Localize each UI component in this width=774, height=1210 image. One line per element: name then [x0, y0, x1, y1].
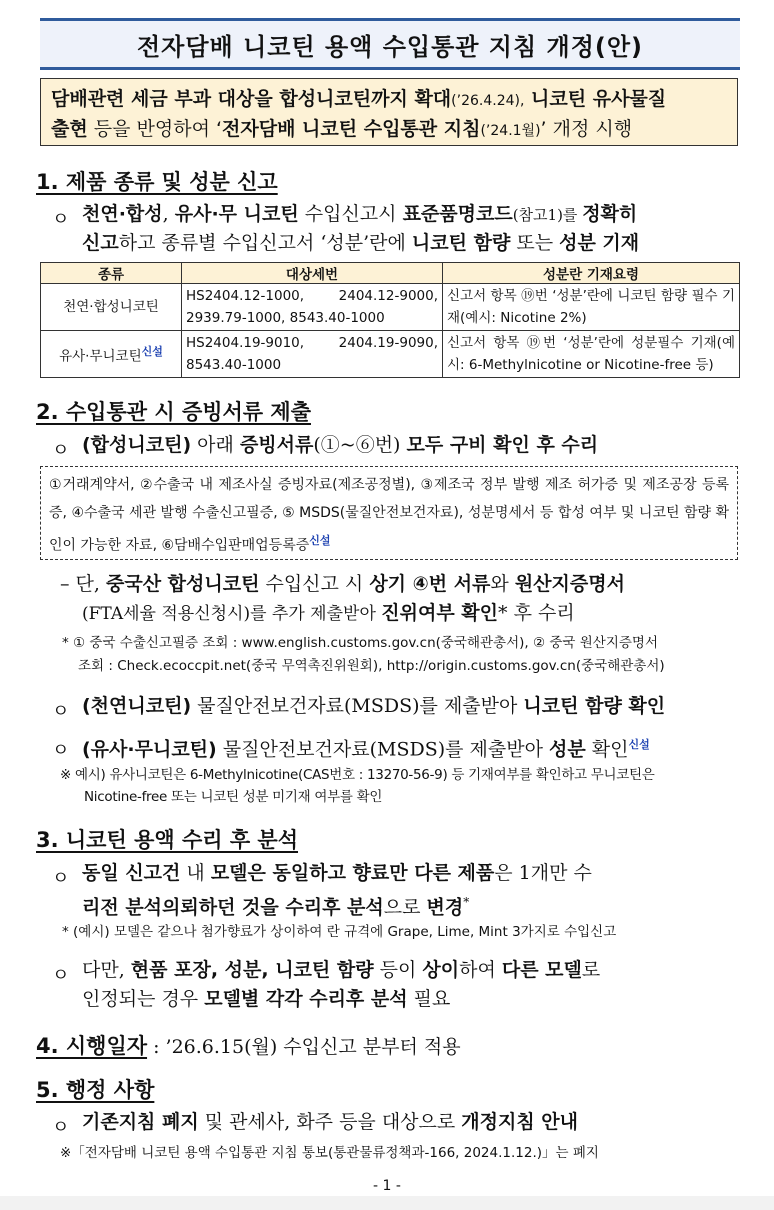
section-5-heading: 5. 행정 사항	[36, 1078, 155, 1102]
bullet-icon: ㅇ	[52, 440, 70, 461]
s5-bullet-1: 기존지침 폐지 및 관세사, 화주 등을 대상으로 개정지침 안내	[82, 1111, 579, 1133]
table-cell-kind: 천연·합성니코틴	[41, 284, 182, 331]
s3-bullet-1-line-1: 동일 신고건 내 모델은 동일하고 향료만 다른 제품은 1개만 수	[82, 862, 592, 884]
section-4	[36, 1030, 461, 1060]
s3-bullet-2-line-1: 다만, 현품 포장, 성분, 니코틴 함량 등이 상이하여 다른 모델로	[82, 959, 601, 981]
product-type-table	[40, 262, 740, 378]
table-cell-kind: 유사·무니코틴$^{신설}$	[41, 331, 182, 378]
s1-paragraph-line-2: 신고하고 종류별 수입신고서 ‘성분’란에 니코틴 함량 또는 성분 기재	[82, 232, 640, 254]
table-header-cell: 대상세번	[182, 263, 443, 284]
s1-paragraph-line-1: 천연·합성, 유사·무 니코틴 수입신고시 표준품명코드(참고1)를 정확히	[82, 203, 638, 225]
effective-date: : ’26.6.15(월) 수입신고 분부터 적용	[147, 1036, 461, 1058]
s2-dash-line-1: – 단, 중국산 합성니코틴 수입신고 시 상기 ④번 서류와 원산지증명서	[60, 573, 625, 595]
table-cell-codes: HS2404.19-9010, 2404.19-9090, 8543.40-1000	[182, 331, 443, 378]
table-row	[41, 284, 740, 331]
new-badge: 신설	[141, 344, 163, 358]
summary-box	[40, 78, 738, 146]
s3-bullet-1-line-2: 리전 분석의뢰하던 것을 수리후 분석으로 변경*	[82, 895, 470, 919]
table-header-cell: 성분란 기재요령	[443, 263, 740, 284]
document-title	[40, 18, 740, 70]
section-4-heading: 4. 시행일자	[36, 1034, 148, 1058]
s3-bullet-2-line-2: 인정되는 경우 모델별 각각 수리후 분석 필요	[82, 988, 451, 1010]
bottom-bar	[0, 1196, 774, 1210]
note-line-1: ※ 예시) 유사니코틴은 6-Methylnicotine(CAS번호 : 13270-56-9) 등 기재여부를 확인하고 무니코틴은	[60, 767, 655, 783]
required-documents-box: ①거래계약서, ②수출국 내 제조사실 증빙자료(제조공정별), ③제조국 정부 발행 제조 허가증 및 제조공장 등록증, ④수출국 세관 발행 수출신고필증, ⑤ MSDS(물질안전보건자료), 성분명세서 등 합성 여부 및 니코틴 함량 확인이 가능한 자료, ⑥담배수입판매업등록증$^{신설}$	[40, 466, 738, 560]
s2-bullet-1: (합성니코틴) 아래 증빙서류(①~⑥번) 모두 구비 확인 후 수리	[82, 434, 599, 456]
footnote-line-1: * ① 중국 수출신고필증 조회 : www.english.customs.gov.cn(중국해관총서), ② 중국 원산지증명서	[62, 635, 659, 651]
page-number: - 1 -	[373, 1178, 401, 1194]
section-2-heading: 2. 수입통관 시 증빙서류 제출	[36, 400, 311, 424]
table-cell-guide: 신고서 항목 ⑲번 ‘성분’란에 니코틴 함량 필수 기재(예시: Nicotine 2%)	[443, 284, 740, 331]
table-cell-guide: 신고서 항목 ⑲번 ‘성분’란에 성분필수 기재(예시: 6-Methylnicotine or Nicotine-free 등)	[443, 331, 740, 378]
bullet-icon: ㅇ	[52, 965, 70, 986]
section-3-heading: 3. 니코틴 용액 수리 후 분석	[36, 828, 299, 852]
bullet-icon: ㅇ	[52, 209, 70, 230]
table-row	[41, 331, 740, 378]
table-header-cell: 종류	[41, 263, 182, 284]
new-badge: 신설	[628, 738, 650, 751]
section-1-heading: 1. 제품 종류 및 성분 신고	[36, 170, 278, 194]
bullet-icon: ㅇ	[52, 1117, 70, 1138]
footnote-line-2: 조회 : Check.ecoccpit.net(중국 무역촉진위원회), http://origin.customs.gov.cn(중국해관총서)	[78, 658, 665, 674]
summary-line-2: 출현 등을 반영하여 ‘전자담배 니코틴 수입통관 지침(’24.1월)’ 개정 시행	[51, 118, 633, 140]
bullet-icon: ㅇ	[52, 701, 70, 722]
bullet-icon: ㅇ	[52, 740, 70, 761]
summary-line-1: 담배관련 세금 부과 대상을 합성니코틴까지 확대(’26.4.24), 니코틴 유사물질	[51, 88, 667, 110]
table-header-row	[41, 263, 740, 284]
s2-bullet-3: (유사·무니코틴) 물질안전보건자료(MSDS)를 제출받아 성분 확인$^{신설}$	[82, 738, 650, 761]
title-text: 전자담배 니코틴 용액 수입통관 지침 개정(안)	[136, 32, 644, 61]
table-cell-codes: HS2404.12-1000, 2404.12-9000, 2939.79-1000, 8543.40-1000	[182, 284, 443, 331]
note-line-2: Nicotine-free 또는 니코틴 성분 미기재 여부를 확인	[84, 789, 383, 805]
new-badge: 신설	[309, 534, 331, 547]
s2-dash-line-2: (FTA세율 적용신청시)를 추가 제출받아 진위여부 확인* 후 수리	[82, 602, 575, 624]
footnote: * (예시) 모델은 같으나 첨가향료가 상이하여 란 규격에 Grape, Lime, Mint 3가지로 수입신고	[62, 924, 617, 940]
bullet-icon: ㅇ	[52, 868, 70, 889]
repeal-note: ※「전자담배 니코틴 용액 수입통관 지침 통보(통관물류정책과-166, 2024.1.12.)」는 폐지	[60, 1145, 599, 1161]
s2-bullet-2: (천연니코틴) 물질안전보건자료(MSDS)를 제출받아 니코틴 함량 확인	[82, 695, 666, 717]
